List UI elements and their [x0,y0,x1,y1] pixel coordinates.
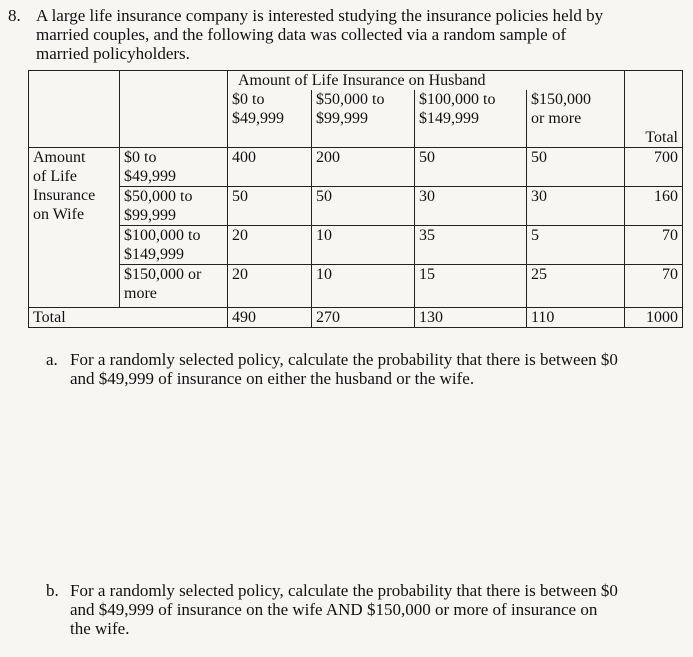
corner-cell [29,71,120,148]
table-row [29,148,683,187]
husband-column-header: $50,000 to $99,999 [312,90,415,148]
totals-row [29,308,683,328]
part-a-text: For a randomly selected policy, calculate the probability that there is between $0 and $49,999 of insurance on either the husband or the wife. [70,350,618,388]
husband-header: Amount of Life Insurance on Husband [228,71,625,91]
question-line: married couples, and the following data was collected via a random sample of [36,25,567,44]
part-b-text: For a randomly selected policy, calculate the probability that there is between $0 and $49,999 of insurance on the wife AND $150,000 or more of insurance on the wife. [70,581,618,638]
table-cell: 10 [312,226,415,265]
insurance-table [28,70,683,328]
table-row [29,265,683,308]
part-a-label: a. [46,350,58,369]
table-row [29,187,683,226]
wife-header: Amount of Life Insurance on Wife [29,148,120,308]
grand-total: 1000 [625,308,683,328]
column-total: 270 [312,308,415,328]
table-cell: 50 [312,187,415,226]
part-b-label: b. [46,581,59,600]
row-total: 160 [625,187,683,226]
table-cell: 20 [228,226,312,265]
corner-cell [120,71,228,148]
table-header-row [29,71,683,91]
row-label: $100,000 to $149,999 [120,226,228,265]
table-cell: 50 [415,148,527,187]
column-total: 110 [527,308,625,328]
table-cell: 25 [527,265,625,308]
question-number: 8. [8,6,21,25]
table-cell: 30 [527,187,625,226]
husband-column-header: $0 to $49,999 [228,90,312,148]
table-cell: 400 [228,148,312,187]
table-cell: 35 [415,226,527,265]
table-cell: 200 [312,148,415,187]
row-total: 700 [625,148,683,187]
row-label: $50,000 to $99,999 [120,187,228,226]
question-line: A large life insurance company is interested studying the insurance policies held by [36,6,604,25]
total-header-spacer [625,71,683,91]
table-cell: 10 [312,265,415,308]
column-total: 490 [228,308,312,328]
question-text [36,6,686,63]
column-total: 130 [415,308,527,328]
husband-column-header: $100,000 to $149,999 [415,90,527,148]
table-cell: 50 [527,148,625,187]
table-cell: 50 [228,187,312,226]
table-row [29,226,683,265]
row-label: $0 to $49,999 [120,148,228,187]
table-cell: 30 [415,187,527,226]
total-column-header: Total [625,90,683,148]
row-label: $150,000 or more [120,265,228,308]
table-cell: 20 [228,265,312,308]
row-total: 70 [625,226,683,265]
table-cell: 5 [527,226,625,265]
row-total: 70 [625,265,683,308]
husband-column-header: $150,000 or more [527,90,625,148]
totals-label: Total [29,308,228,328]
question-line: married policyholders. [36,44,190,63]
table-cell: 15 [415,265,527,308]
